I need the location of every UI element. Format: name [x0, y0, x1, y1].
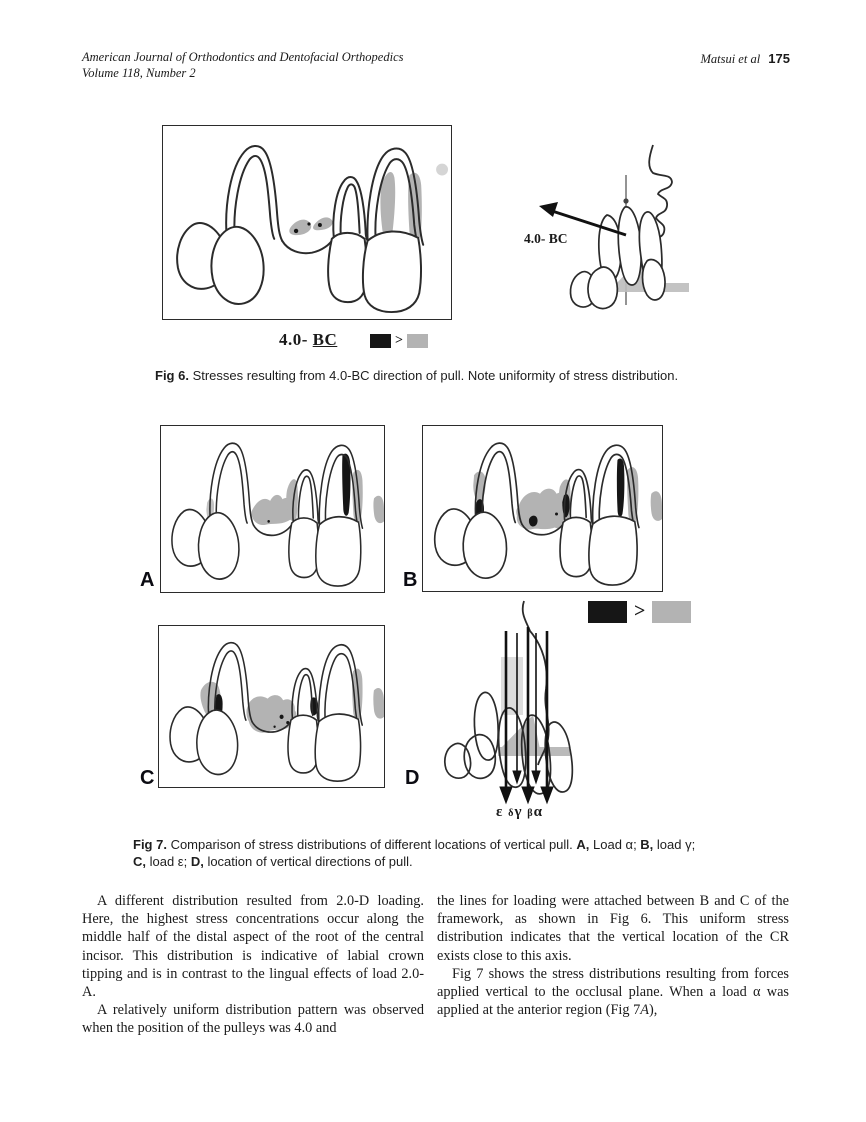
text-segment: C,: [133, 854, 146, 869]
legend-black-swatch: [588, 601, 627, 623]
text-segment: load ε;: [146, 854, 191, 869]
text-segment: load γ;: [653, 837, 696, 852]
fig7-legend: [588, 600, 691, 623]
text-segment: ε: [496, 804, 509, 820]
fig7-caption-line1: [133, 836, 695, 853]
text-segment: Comparison of stress distributions of different locations of vertical pull.: [166, 837, 577, 852]
text-segment: A relatively uniform distribution pattern was observed when the position of the pulleys was 4.0 and: [82, 1002, 424, 1037]
text-segment: Fig 7.: [133, 837, 167, 852]
text-segment: Load α;: [589, 837, 641, 852]
gray-resultant-shape: [498, 715, 570, 756]
fig7-panel-a-drawing: [161, 426, 384, 592]
legend-gray-swatch: [407, 334, 428, 348]
text-segment: BC: [312, 330, 338, 349]
legend-greater-than: >: [395, 333, 403, 348]
fig7-caption: [133, 836, 695, 870]
running-head: [620, 51, 790, 67]
text-segment: ),: [649, 1002, 658, 1019]
text-segment: A different distribution resulted from 2.0-D loading. Here, the highest stress concentrations occur along the middle half of the distal aspect of the root of the central incisor. This distribution is indicative of labial crown tipping and is in contrast to the lingual effects of load 2.0-A.: [82, 893, 424, 1001]
fig6-direction-diagram: [495, 143, 760, 315]
text-segment: A: [640, 1002, 650, 1019]
journal-header: [82, 50, 404, 81]
fig6-teeth-drawing: [163, 126, 451, 319]
legend-greater-than: >: [634, 600, 646, 622]
legend-black-swatch: [370, 334, 391, 348]
text-segment: 2: [189, 65, 196, 80]
journal-title: American Journal of Orthodontics and Dentofacial Orthopedics: [82, 50, 404, 64]
text-segment: β: [527, 808, 534, 819]
fig6-legend: [370, 333, 428, 349]
fig7-panel-c-drawing: [159, 626, 384, 787]
fig7-label-a: A: [140, 569, 155, 591]
body-column-right: [437, 892, 789, 1019]
fig7-panel-a: [160, 425, 385, 593]
text-segment: A,: [576, 837, 590, 852]
text-segment: γ: [514, 804, 528, 820]
fig7-panel-b: [422, 425, 663, 592]
fig6-direction-label: [279, 330, 337, 350]
paragraph: [82, 892, 424, 1001]
text-segment: location of vertical directions of pull.: [203, 854, 413, 869]
page-number: 175: [768, 51, 790, 66]
text-segment: Stresses resulting from 4.0-BC direction of pull. Note uniformity of stress distribution.: [188, 368, 679, 383]
paragraph: [437, 965, 789, 1020]
text-segment: 4.0-: [279, 330, 313, 349]
fig7-caption-line2: [133, 853, 695, 870]
text-segment: δ: [508, 808, 515, 819]
paragraph: [82, 1001, 424, 1037]
fig7-label-c: C: [140, 767, 155, 789]
fig7-panel-b-drawing: [423, 426, 662, 591]
text-segment: Number: [146, 65, 190, 80]
text-segment: the lines for loading were attached between B and C of the framework, as shown in Fig 6. This uniform stress distribution indicates that the vertical location of the CR exists close to this axis.: [437, 893, 789, 964]
fig6-caption: [155, 368, 678, 383]
body-column-left: [82, 892, 424, 1038]
fig7-panel-c: [158, 625, 385, 788]
fig7-greek-labels: [496, 804, 543, 821]
text-segment: α: [533, 804, 543, 820]
fig7-label-b: B: [403, 569, 418, 591]
text-segment: B,: [640, 837, 654, 852]
fig6-stress-panel: [162, 125, 452, 320]
text-segment: Volume: [82, 65, 122, 80]
fig7-panel-d: [428, 597, 633, 809]
paragraph: [437, 892, 789, 965]
text-segment: Fig 6.: [155, 368, 189, 383]
author-name: Matsui et al: [700, 52, 761, 66]
text-segment: D,: [190, 854, 204, 869]
fig6-arrow-label: 4.0- BC: [524, 231, 568, 246]
text-segment: Fig 7 shows the stress distributions resulting from forces applied vertical to the occlusal plane. When a load α was applied at the anterior region (Fig 7: [437, 965, 789, 1019]
journal-volume: [82, 66, 404, 82]
fig7-label-d: D: [405, 767, 420, 789]
legend-gray-swatch: [652, 601, 691, 623]
text-segment: 118,: [121, 65, 147, 80]
